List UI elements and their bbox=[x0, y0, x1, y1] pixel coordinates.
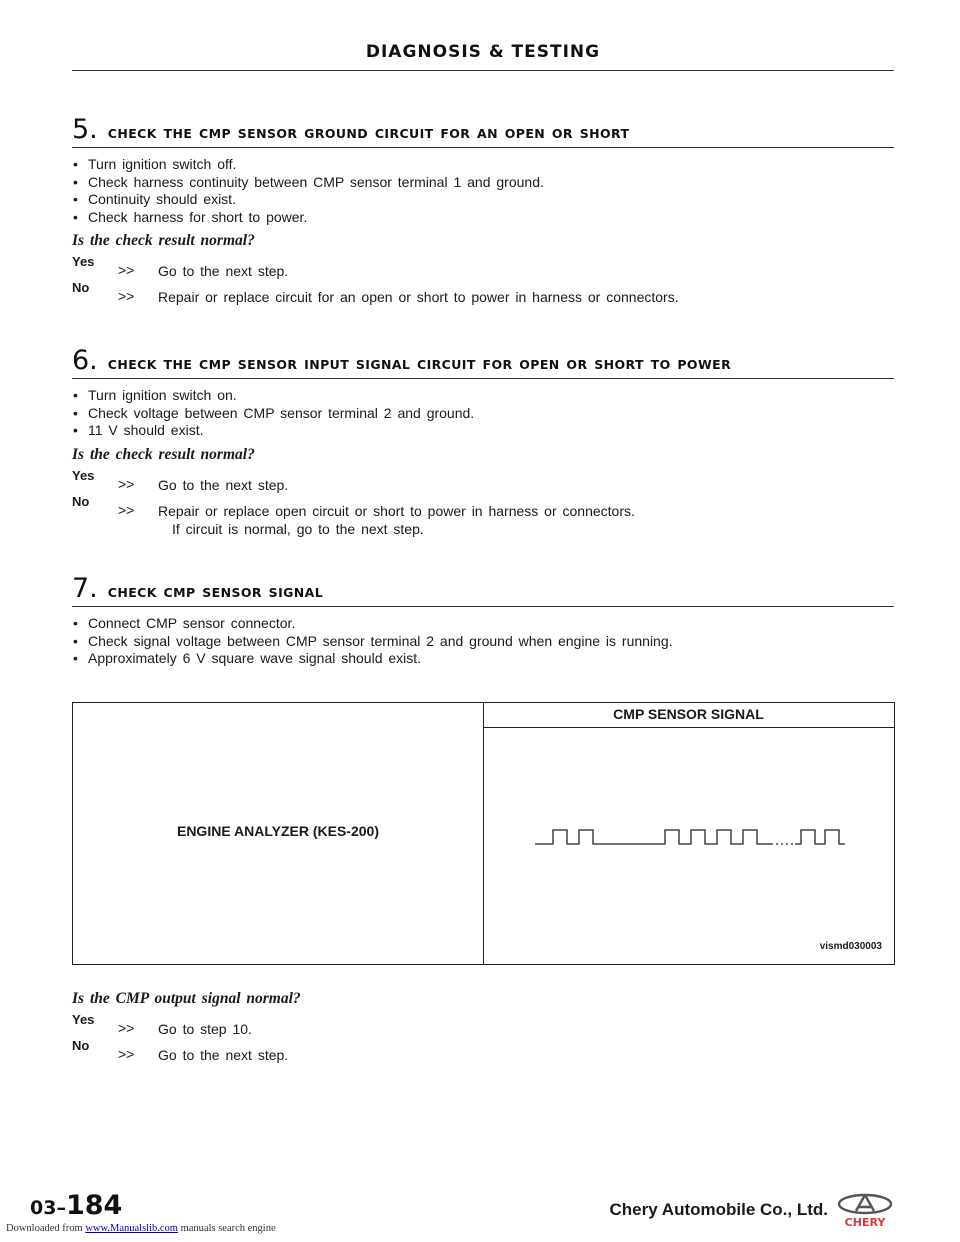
bullet-item: • Turn ignition switch off. bbox=[72, 156, 894, 174]
chery-logo-icon bbox=[834, 1192, 896, 1233]
bullet-item: • Connect CMP sensor connector. bbox=[72, 615, 894, 633]
answer-arrow: >> bbox=[118, 1020, 135, 1036]
answer-label: Yes bbox=[72, 254, 95, 269]
answer-label: No bbox=[72, 280, 90, 295]
figure-code: vismd030003 bbox=[819, 941, 882, 952]
step-title: CHECK THE CMP SENSOR INPUT SIGNAL CIRCUIT FOR OPEN OR SHORT TO POWER bbox=[107, 357, 732, 372]
bullet-item: • Check harness for short to power. bbox=[72, 209, 894, 227]
answer-text: Go to step 10. bbox=[158, 1021, 252, 1037]
figure-divider bbox=[483, 703, 484, 964]
answer-text: Repair or replace circuit for an open or short to power in harness or connectors. bbox=[158, 289, 679, 305]
signal-figure bbox=[72, 702, 895, 965]
figure-right-title: CMP SENSOR SIGNAL bbox=[613, 706, 764, 722]
answer-arrow: >> bbox=[118, 288, 135, 304]
step-6 bbox=[72, 345, 894, 537]
bullet-item: • 11 V should exist. bbox=[72, 422, 894, 440]
answer-text: Go to the next step. bbox=[158, 1047, 289, 1063]
bullet-item: • Check signal voltage between CMP sensor terminal 2 and ground when engine is running. bbox=[72, 633, 894, 651]
download-notice bbox=[6, 1223, 276, 1234]
answer-label: Yes bbox=[72, 1012, 95, 1027]
step-title: CHECK THE CMP SENSOR GROUND CIRCUIT FOR AN OPEN OR SHORT bbox=[107, 126, 630, 141]
answer-text: Repair or replace open circuit or short to power in harness or connectors. bbox=[158, 502, 635, 519]
step-number: 5. bbox=[72, 114, 98, 145]
page-number bbox=[30, 1190, 122, 1221]
square-wave-graphic bbox=[535, 826, 845, 853]
answer-text-continued: If circuit is normal, go to the next step. bbox=[172, 520, 424, 537]
answer-label: No bbox=[72, 493, 90, 509]
answer-arrow: >> bbox=[118, 475, 135, 492]
step-6-bullets bbox=[72, 387, 894, 440]
manualslib-link[interactable]: www.Manualslib.com bbox=[85, 1223, 178, 1234]
check-question: Is the CMP output signal normal? bbox=[72, 990, 301, 1007]
step-number: 7. bbox=[72, 573, 98, 604]
step-7 bbox=[72, 573, 894, 668]
answer-text: Go to the next step. bbox=[158, 476, 289, 493]
step-title: CHECK CMP SENSOR SIGNAL bbox=[107, 585, 324, 600]
download-prefix: Downloaded from bbox=[6, 1223, 83, 1234]
answer-arrow: >> bbox=[118, 1046, 135, 1062]
step-7-heading bbox=[72, 573, 894, 607]
check-question: Is the check result normal? bbox=[72, 232, 255, 249]
bullet-item: • Turn ignition switch on. bbox=[72, 387, 894, 405]
company-name: Chery Automobile Co., Ltd. bbox=[609, 1200, 828, 1219]
figure-title-rule bbox=[483, 727, 894, 728]
answer-label: Yes bbox=[72, 467, 95, 483]
step-7-bullets bbox=[72, 615, 894, 668]
bullet-item: • Continuity should exist. bbox=[72, 191, 894, 209]
svg-text:CHERY: CHERY bbox=[844, 1216, 886, 1228]
answer-text: Go to the next step. bbox=[158, 263, 289, 279]
step-5 bbox=[72, 114, 894, 305]
step-6-heading bbox=[72, 345, 894, 379]
answer-arrow: >> bbox=[118, 501, 135, 518]
step-5-bullets bbox=[72, 156, 894, 226]
step-7-result bbox=[72, 984, 894, 1063]
page-number-value: 184 bbox=[65, 1190, 123, 1221]
answer-yes bbox=[72, 1012, 894, 1037]
answer-label: No bbox=[72, 1038, 90, 1053]
bullet-item: • Check harness continuity between CMP sensor terminal 1 and ground. bbox=[72, 174, 894, 192]
answer-no bbox=[72, 493, 894, 537]
answer-arrow: >> bbox=[118, 262, 135, 278]
answer-yes bbox=[72, 467, 894, 493]
check-question: Is the check result normal? bbox=[72, 445, 255, 463]
answer-no bbox=[72, 1038, 894, 1063]
answer-no bbox=[72, 280, 894, 305]
answer-yes bbox=[72, 254, 894, 279]
bullet-item: • Approximately 6 V square wave signal should exist. bbox=[72, 650, 894, 668]
step-5-heading bbox=[72, 114, 894, 148]
header-title: DIAGNOSIS & TESTING bbox=[365, 42, 601, 62]
step-number: 6. bbox=[72, 345, 98, 376]
page-prefix: 03– bbox=[30, 1197, 66, 1219]
download-suffix: manuals search engine bbox=[180, 1223, 276, 1234]
page-header bbox=[72, 40, 894, 71]
bullet-item: • Check voltage between CMP sensor terminal 2 and ground. bbox=[72, 405, 894, 423]
figure-left-title: ENGINE ANALYZER (KES-200) bbox=[176, 823, 379, 839]
